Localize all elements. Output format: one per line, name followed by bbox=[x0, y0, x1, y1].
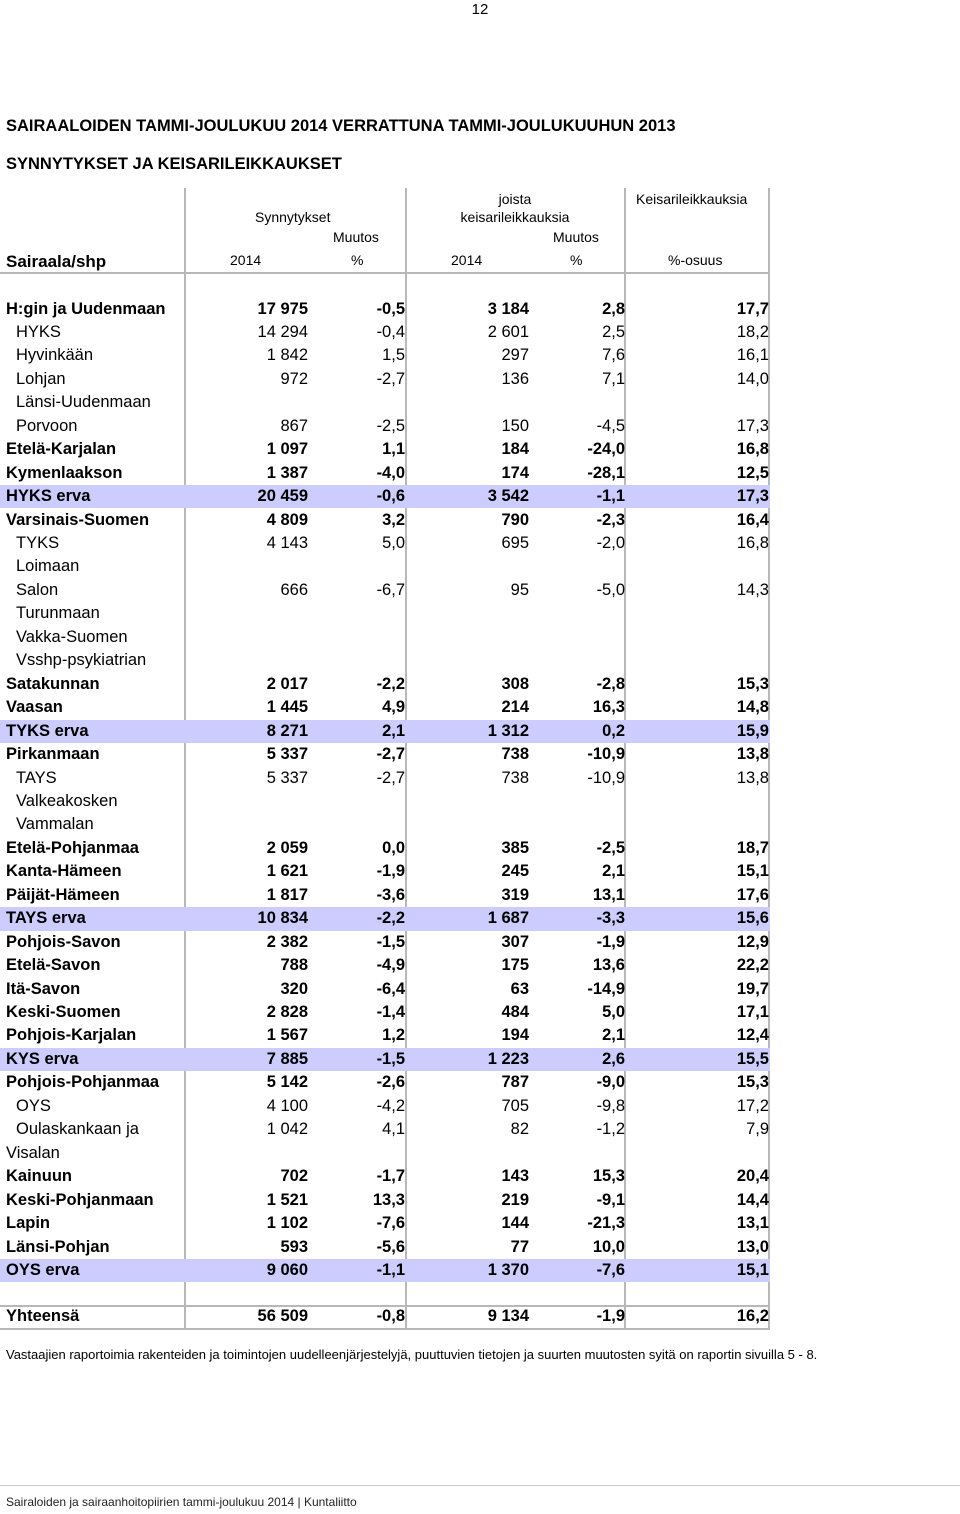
cell-caesareans: 1 223 bbox=[487, 1049, 529, 1068]
row-name: Etelä-Pohjanmaa bbox=[6, 838, 139, 857]
row-name: OYS bbox=[16, 1096, 51, 1115]
table-row bbox=[0, 1212, 770, 1235]
row-name: Päijät-Hämeen bbox=[6, 885, 120, 904]
row-name: Etelä-Karjalan bbox=[6, 440, 117, 459]
cell-caesarean-share: 17,3 bbox=[736, 487, 769, 506]
cell-caesareans: 738 bbox=[501, 768, 529, 787]
cell-caesareans-change: 2,1 bbox=[602, 862, 625, 881]
cell-births-change: -0,4 bbox=[376, 322, 405, 341]
cell-caesarean-share: 13,8 bbox=[736, 745, 769, 764]
table-row bbox=[0, 1001, 770, 1024]
erva-summary-row bbox=[0, 907, 770, 930]
cell-births: 1 521 bbox=[266, 1190, 308, 1209]
table-row bbox=[0, 1236, 770, 1259]
cell-births: 320 bbox=[280, 979, 308, 998]
row-name: OYS erva bbox=[6, 1260, 80, 1279]
row-name: Kanta-Hämeen bbox=[6, 862, 122, 881]
row-name: TYKS erva bbox=[6, 721, 89, 740]
row-name: Kainuun bbox=[6, 1167, 72, 1186]
table-row bbox=[0, 462, 770, 485]
total-births-change: -0,8 bbox=[376, 1307, 405, 1325]
cell-caesareans: 695 bbox=[501, 534, 529, 552]
cell-caesarean-share: 15,9 bbox=[736, 721, 769, 740]
table-row bbox=[0, 696, 770, 719]
cell-caesarean-share: 17,7 bbox=[736, 299, 769, 318]
cell-births: 17 975 bbox=[257, 299, 308, 318]
table-row bbox=[0, 790, 770, 813]
cell-caesareans-change: -9,0 bbox=[596, 1073, 625, 1092]
cell-caesarean-share: 18,2 bbox=[736, 322, 769, 341]
cell-caesareans-change: -14,9 bbox=[587, 979, 625, 998]
cell-births: 5 142 bbox=[266, 1073, 308, 1092]
erva-summary-row bbox=[0, 485, 770, 508]
cell-caesarean-share: 12,4 bbox=[736, 1026, 769, 1045]
total-row bbox=[0, 1305, 770, 1328]
row-name: Länsi-Pohjan bbox=[6, 1237, 110, 1256]
cell-births: 1 042 bbox=[266, 1120, 308, 1139]
cell-caesarean-share: 15,5 bbox=[736, 1049, 769, 1068]
cell-births-change: -4,0 bbox=[376, 463, 405, 482]
header-synnytykset: Synnytykset bbox=[255, 209, 331, 225]
cell-births-change: -0,5 bbox=[376, 299, 405, 318]
cell-caesareans-change: -21,3 bbox=[587, 1214, 625, 1233]
cell-caesareans: 705 bbox=[501, 1096, 529, 1115]
cell-caesareans: 184 bbox=[501, 440, 529, 459]
cell-births: 1 621 bbox=[266, 862, 308, 881]
cell-caesareans: 136 bbox=[501, 369, 529, 388]
cell-births: 1 097 bbox=[266, 440, 308, 459]
cell-births: 5 337 bbox=[266, 745, 308, 764]
cell-caesarean-share: 7,9 bbox=[746, 1120, 769, 1139]
cell-caesarean-share: 15,3 bbox=[736, 1073, 769, 1092]
table-row bbox=[0, 860, 770, 883]
cell-caesareans: 143 bbox=[501, 1167, 529, 1186]
report-title: SAIRAALOIDEN TAMMI-JOULUKUU 2014 VERRATTUNA TAMMI-JOULUKUUHUN 2013 bbox=[6, 117, 676, 135]
cell-caesareans: 1 370 bbox=[487, 1260, 529, 1279]
row-name: TAYS erva bbox=[6, 909, 86, 928]
header-rule bbox=[0, 272, 770, 274]
cell-births-change: -1,1 bbox=[376, 1260, 405, 1279]
cell-births: 4 809 bbox=[266, 510, 308, 529]
header-year-1: 2014 bbox=[230, 252, 262, 268]
cell-births-change: -1,7 bbox=[376, 1167, 405, 1186]
total-caesareans-change: -1,9 bbox=[596, 1307, 625, 1325]
row-name: Lohjan bbox=[16, 369, 66, 388]
header-sairaala: Sairaala/shp bbox=[6, 252, 107, 271]
cell-caesareans-change: -10,9 bbox=[587, 768, 625, 787]
cell-caesareans-change: -7,6 bbox=[596, 1260, 625, 1279]
cell-caesareans-change: 15,3 bbox=[592, 1167, 625, 1186]
cell-caesarean-share: 14,3 bbox=[736, 580, 769, 599]
erva-summary-row bbox=[0, 1259, 770, 1282]
table-row bbox=[0, 344, 770, 367]
cell-caesareans: 3 184 bbox=[487, 299, 529, 318]
cell-caesareans: 1 312 bbox=[487, 721, 529, 740]
cell-births-change: -4,2 bbox=[376, 1096, 405, 1115]
cell-caesarean-share: 15,3 bbox=[736, 674, 769, 693]
cell-caesareans-change: -28,1 bbox=[587, 463, 625, 482]
cell-births-change: 1,1 bbox=[382, 440, 405, 459]
cell-caesareans: 194 bbox=[501, 1026, 529, 1045]
cell-caesareans-change: 13,6 bbox=[592, 956, 625, 975]
cell-caesarean-share: 13,8 bbox=[736, 768, 769, 787]
cell-births-change: -1,9 bbox=[376, 862, 405, 881]
cell-caesareans: 297 bbox=[501, 346, 529, 365]
row-name: Länsi-Uudenmaan bbox=[16, 393, 151, 412]
cell-caesarean-share: 17,2 bbox=[736, 1096, 769, 1115]
row-name: Salon bbox=[16, 580, 59, 599]
cell-births: 2 828 bbox=[266, 1003, 308, 1021]
row-name: Hyvinkään bbox=[16, 346, 94, 365]
row-name: Porvoon bbox=[16, 416, 78, 435]
cell-births: 972 bbox=[280, 369, 308, 388]
table-row bbox=[0, 931, 770, 954]
cell-caesareans-change: -1,9 bbox=[596, 932, 625, 951]
cell-caesarean-share: 14,4 bbox=[736, 1190, 769, 1209]
table-row bbox=[0, 1024, 770, 1047]
cell-caesarean-share: 12,5 bbox=[736, 463, 769, 482]
table-row bbox=[0, 602, 770, 625]
cell-caesareans-change: -2,3 bbox=[596, 510, 625, 529]
cell-caesareans-change: -3,3 bbox=[596, 909, 625, 928]
cell-births-change: 13,3 bbox=[372, 1190, 405, 1209]
table-row bbox=[0, 767, 770, 790]
row-name: Turunmaan bbox=[16, 604, 100, 623]
cell-caesarean-share: 16,1 bbox=[736, 346, 769, 365]
row-name: KYS erva bbox=[6, 1049, 79, 1068]
header-keisarileikkauksia-osuus: Keisarileikkauksia bbox=[636, 191, 748, 207]
cell-caesareans: 144 bbox=[501, 1214, 529, 1233]
cell-caesareans: 484 bbox=[501, 1003, 529, 1021]
table-row bbox=[0, 1189, 770, 1212]
cell-caesareans: 63 bbox=[510, 979, 529, 998]
cell-births: 2 017 bbox=[266, 674, 308, 693]
table-row bbox=[0, 321, 770, 344]
cell-births-change: -1,4 bbox=[376, 1003, 405, 1021]
row-name: Vaasan bbox=[6, 698, 63, 717]
cell-births-change: -1,5 bbox=[376, 932, 405, 951]
cell-caesarean-share: 17,6 bbox=[736, 885, 769, 904]
cell-caesareans: 175 bbox=[501, 956, 529, 975]
table-row bbox=[0, 579, 770, 602]
table-row bbox=[0, 555, 770, 578]
cell-births-change: -3,6 bbox=[376, 885, 405, 904]
total-caesareans: 9 134 bbox=[487, 1307, 529, 1325]
cell-caesareans-change: -1,2 bbox=[596, 1120, 625, 1139]
cell-caesarean-share: 15,6 bbox=[736, 909, 769, 928]
cell-caesareans-change: -2,0 bbox=[596, 534, 625, 552]
header-year-2: 2014 bbox=[451, 252, 483, 268]
cell-births-change: -2,7 bbox=[376, 745, 405, 764]
cell-births: 702 bbox=[280, 1167, 308, 1186]
cell-births: 4 143 bbox=[266, 534, 308, 552]
cell-caesareans: 150 bbox=[501, 416, 529, 435]
table-row bbox=[0, 509, 770, 532]
cell-births-change: 3,2 bbox=[382, 510, 405, 529]
cell-births-change: -1,5 bbox=[376, 1049, 405, 1068]
cell-caesareans: 319 bbox=[501, 885, 529, 904]
cell-births-change: 2,1 bbox=[382, 721, 405, 740]
cell-caesarean-share: 16,4 bbox=[736, 510, 769, 529]
cell-births-change: -6,7 bbox=[376, 580, 405, 599]
cell-births: 9 060 bbox=[266, 1260, 308, 1279]
total-births: 56 509 bbox=[257, 1307, 308, 1325]
total-name: Yhteensä bbox=[6, 1307, 80, 1325]
cell-caesareans-change: -2,5 bbox=[596, 838, 625, 857]
cell-caesareans: 82 bbox=[510, 1120, 529, 1139]
cell-caesareans-change: 2,5 bbox=[602, 322, 625, 341]
erva-summary-row bbox=[0, 720, 770, 743]
row-name: Pohjois-Pohjanmaa bbox=[6, 1073, 160, 1092]
cell-caesareans-change: 5,0 bbox=[602, 1003, 625, 1021]
cell-caesareans: 77 bbox=[510, 1237, 529, 1256]
cell-caesareans-change: -24,0 bbox=[587, 440, 625, 459]
cell-births: 5 337 bbox=[266, 768, 308, 787]
cell-caesarean-share: 15,1 bbox=[736, 1260, 769, 1279]
cell-births: 10 834 bbox=[257, 909, 308, 928]
header-osuus: %-osuus bbox=[668, 252, 723, 268]
table-row bbox=[0, 438, 770, 461]
row-name: Oulaskankaan ja bbox=[16, 1120, 139, 1139]
row-name: Satakunnan bbox=[6, 674, 100, 693]
cell-births-change: 1,5 bbox=[382, 346, 405, 365]
table-row bbox=[0, 1142, 770, 1165]
header-joista: joista bbox=[498, 191, 532, 207]
page-number: 12 bbox=[471, 1, 489, 18]
cell-caesarean-share: 14,0 bbox=[736, 369, 769, 388]
cell-caesareans-change: 2,6 bbox=[602, 1049, 625, 1068]
table-row bbox=[0, 532, 770, 555]
table-row bbox=[0, 813, 770, 836]
table-row bbox=[0, 626, 770, 649]
cell-caesareans: 307 bbox=[501, 932, 529, 951]
table-row bbox=[0, 837, 770, 860]
table-row bbox=[0, 743, 770, 766]
row-name: Valkeakosken bbox=[16, 791, 118, 810]
row-name: Kymenlaakson bbox=[6, 463, 123, 482]
cell-caesareans: 219 bbox=[501, 1190, 529, 1209]
cell-births-change: -7,6 bbox=[376, 1214, 405, 1233]
cell-caesareans: 95 bbox=[510, 580, 529, 599]
cell-births: 4 100 bbox=[266, 1096, 308, 1115]
header-pct-1: % bbox=[351, 252, 364, 268]
header-keisarileikkauksia: keisarileikkauksia bbox=[460, 209, 570, 225]
row-name: Keski-Suomen bbox=[6, 1003, 121, 1021]
cell-births: 1 445 bbox=[266, 698, 308, 717]
cell-births: 1 817 bbox=[266, 885, 308, 904]
table-row bbox=[0, 1095, 770, 1118]
cell-births: 2 059 bbox=[266, 838, 308, 857]
row-name: Etelä-Savon bbox=[6, 956, 101, 975]
row-name: Pirkanmaan bbox=[6, 745, 100, 764]
cell-births-change: -2,7 bbox=[376, 768, 405, 787]
table-row bbox=[0, 415, 770, 438]
cell-caesareans-change: -5,0 bbox=[596, 580, 625, 599]
cell-births-change: 1,2 bbox=[382, 1026, 405, 1045]
cell-births-change: -6,4 bbox=[376, 979, 405, 998]
cell-caesareans: 790 bbox=[501, 510, 529, 529]
header-pct-2: % bbox=[570, 252, 583, 268]
row-name: Vammalan bbox=[16, 815, 94, 834]
cell-births: 1 842 bbox=[266, 346, 308, 365]
row-name: Pohjois-Savon bbox=[6, 932, 121, 951]
row-name: Vsshp-psykiatrian bbox=[16, 651, 147, 670]
row-name: TYKS bbox=[16, 534, 60, 552]
cell-caesareans: 787 bbox=[501, 1073, 529, 1092]
cell-births-change: -2,7 bbox=[376, 369, 405, 388]
row-name: Lapin bbox=[6, 1214, 50, 1233]
cell-births: 593 bbox=[280, 1237, 308, 1256]
row-name: TAYS bbox=[16, 768, 57, 787]
row-name: Keski-Pohjanmaan bbox=[6, 1190, 154, 1209]
cell-births: 20 459 bbox=[257, 487, 308, 506]
cell-caesarean-share: 14,8 bbox=[736, 698, 769, 717]
cell-caesarean-share: 16,8 bbox=[736, 440, 769, 459]
cell-births: 2 382 bbox=[266, 932, 308, 951]
cell-births-change: -4,9 bbox=[376, 956, 405, 975]
cell-caesareans-change: 13,1 bbox=[592, 885, 625, 904]
cell-caesarean-share: 16,8 bbox=[736, 534, 769, 552]
cell-births: 1 102 bbox=[266, 1214, 308, 1233]
cell-caesarean-share: 13,0 bbox=[736, 1237, 769, 1256]
cell-births: 788 bbox=[280, 956, 308, 975]
cell-births-change: -2,2 bbox=[376, 674, 405, 693]
cell-births: 14 294 bbox=[257, 322, 308, 341]
cell-caesareans-change: 2,8 bbox=[602, 299, 625, 318]
table-row bbox=[0, 368, 770, 391]
table-row bbox=[0, 391, 770, 414]
cell-caesareans: 738 bbox=[501, 745, 529, 764]
cell-caesareans-change: 7,6 bbox=[602, 346, 625, 365]
cell-caesarean-share: 17,1 bbox=[736, 1003, 769, 1021]
row-name: Pohjois-Karjalan bbox=[6, 1026, 137, 1045]
cell-caesarean-share: 17,3 bbox=[736, 416, 769, 435]
total-rule-bottom bbox=[0, 1328, 770, 1330]
cell-births: 8 271 bbox=[266, 721, 308, 740]
header-muutos-2: Muutos bbox=[553, 229, 599, 245]
cell-caesareans: 2 601 bbox=[487, 322, 529, 341]
row-name: H:gin ja Uudenmaan bbox=[6, 299, 166, 318]
cell-caesareans-change: -9,8 bbox=[596, 1096, 625, 1115]
cell-births-change: -2,5 bbox=[376, 416, 405, 435]
cell-caesareans-change: 2,1 bbox=[602, 1026, 625, 1045]
cell-births-change: -0,6 bbox=[376, 487, 405, 506]
cell-births-change: 4,1 bbox=[382, 1120, 405, 1139]
row-name: Loimaan bbox=[16, 557, 80, 576]
cell-births: 1 567 bbox=[266, 1026, 308, 1045]
cell-births: 7 885 bbox=[266, 1049, 308, 1068]
cell-births-change: -5,6 bbox=[376, 1237, 405, 1256]
row-name: Itä-Savon bbox=[6, 979, 81, 998]
row-name: Visalan bbox=[6, 1143, 60, 1162]
section-title: SYNNYTYKSET JA KEISARILEIKKAUKSET bbox=[6, 155, 342, 173]
cell-caesarean-share: 18,7 bbox=[736, 838, 769, 857]
header-muutos-1: Muutos bbox=[333, 229, 379, 245]
footnote: Vastaajien raportoimia rakenteiden ja toimintojen uudelleenjärjestelyjä, puuttuvien tietojen ja suurten muutosten syitä on raportin sivuilla 5 - 8. bbox=[6, 1347, 818, 1362]
cell-caesareans-change: 16,3 bbox=[592, 698, 625, 717]
cell-caesareans-change: 0,2 bbox=[602, 721, 625, 740]
row-name: HYKS bbox=[16, 322, 61, 341]
table-row bbox=[0, 1118, 770, 1141]
table-row bbox=[0, 884, 770, 907]
row-name: Varsinais-Suomen bbox=[6, 510, 150, 529]
cell-caesareans-change: -4,5 bbox=[596, 416, 625, 435]
cell-caesareans: 1 687 bbox=[487, 909, 529, 928]
cell-births: 867 bbox=[280, 416, 308, 435]
cell-caesarean-share: 12,9 bbox=[736, 932, 769, 951]
cell-births-change: -2,6 bbox=[376, 1073, 405, 1092]
cell-caesareans: 174 bbox=[501, 463, 529, 482]
footer-rule bbox=[0, 1485, 960, 1486]
cell-caesareans: 214 bbox=[501, 698, 529, 717]
row-name: Vakka-Suomen bbox=[16, 627, 128, 646]
cell-births-change: 4,9 bbox=[382, 698, 405, 717]
total-caesarean-share: 16,2 bbox=[736, 1307, 769, 1325]
page-footer: Sairaloiden ja sairaanhoitopiirien tammi-joulukuu 2014 | Kuntaliitto bbox=[6, 1495, 357, 1509]
cell-caesareans-change: -10,9 bbox=[587, 745, 625, 764]
cell-births: 1 387 bbox=[266, 463, 308, 482]
cell-births-change: 5,0 bbox=[382, 534, 405, 552]
cell-caesareans-change: -9,1 bbox=[596, 1190, 625, 1209]
table-row bbox=[0, 978, 770, 1001]
cell-caesareans-change: 7,1 bbox=[602, 369, 625, 388]
cell-caesareans: 308 bbox=[501, 674, 529, 693]
cell-births-change: 0,0 bbox=[382, 838, 405, 857]
cell-caesarean-share: 22,2 bbox=[736, 956, 769, 975]
cell-births: 666 bbox=[280, 580, 308, 599]
cell-caesareans-change: -2,8 bbox=[596, 674, 625, 693]
table-row bbox=[0, 649, 770, 672]
cell-caesareans-change: -1,1 bbox=[596, 487, 625, 506]
cell-caesarean-share: 19,7 bbox=[736, 979, 769, 998]
table-row bbox=[0, 954, 770, 977]
table-row bbox=[0, 1071, 770, 1094]
table-row bbox=[0, 1165, 770, 1188]
cell-caesareans: 3 542 bbox=[487, 487, 529, 506]
cell-births-change: -2,2 bbox=[376, 909, 405, 928]
cell-caesarean-share: 20,4 bbox=[736, 1167, 769, 1186]
cell-caesarean-share: 15,1 bbox=[736, 862, 769, 881]
cell-caesareans-change: 10,0 bbox=[592, 1237, 625, 1256]
cell-caesarean-share: 13,1 bbox=[736, 1214, 769, 1233]
cell-caesareans: 245 bbox=[501, 862, 529, 881]
cell-caesareans: 385 bbox=[501, 838, 529, 857]
table-row bbox=[0, 673, 770, 696]
table-row bbox=[0, 298, 770, 321]
row-name: HYKS erva bbox=[6, 487, 91, 506]
erva-summary-row bbox=[0, 1048, 770, 1071]
